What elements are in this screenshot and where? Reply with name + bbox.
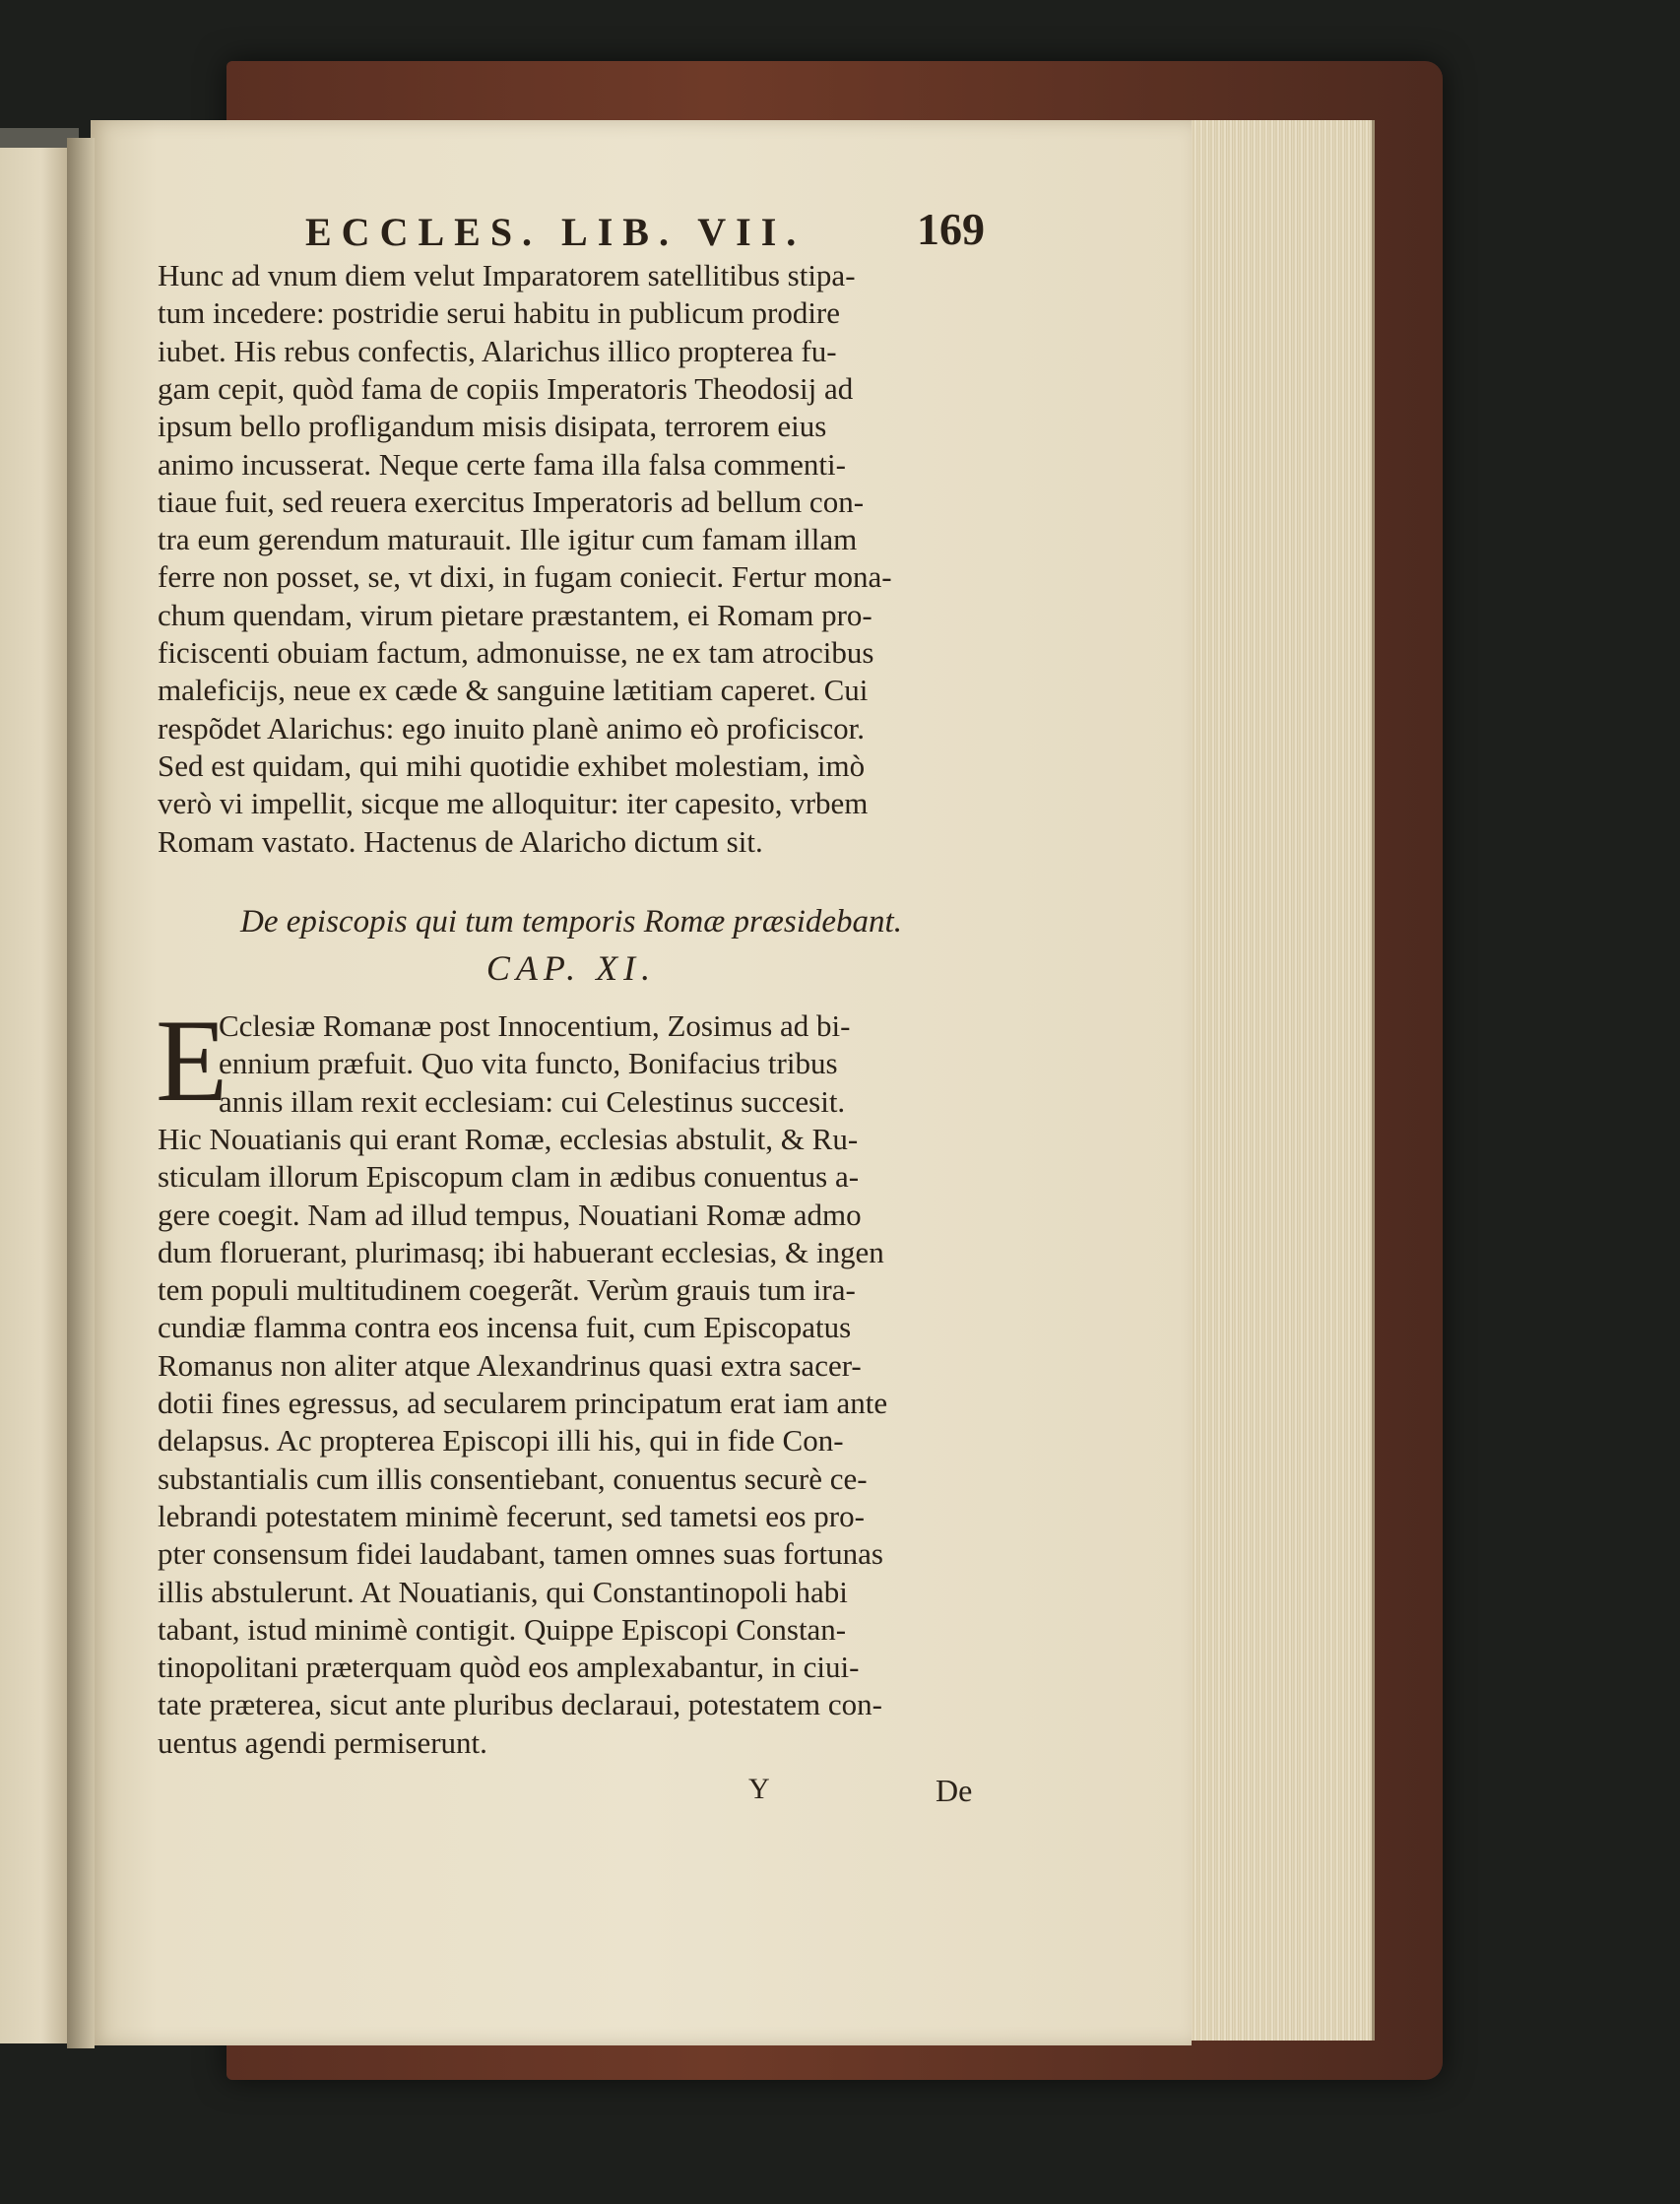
text-line: tiaue fuit, sed reuera exercitus Imperatoris ad bellum con- bbox=[158, 484, 865, 519]
text-line: cundiæ flamma contra eos incensa fuit, cum Episcopatus bbox=[158, 1310, 852, 1345]
catchword: De bbox=[936, 1773, 973, 1808]
left-page-edge bbox=[0, 148, 71, 2043]
chapter-number: CAP. XI. bbox=[485, 948, 657, 988]
text-line: Cclesiæ Romanæ post Innocentium, Zosimus ad bi- bbox=[219, 1008, 851, 1043]
drop-cap-initial: E bbox=[156, 995, 228, 1126]
text-line: Romanus non aliter atque Alexandrinus quasi extra sacer- bbox=[158, 1347, 862, 1383]
text-line: tem populi multitudinem coegerãt. Verùm grauis tum ira- bbox=[158, 1272, 856, 1308]
text-line: illis abstulerunt. At Nouatianis, qui Constantinopoli habi bbox=[158, 1574, 848, 1609]
signature-mark: Y bbox=[748, 1773, 770, 1805]
text-line: animo incusserat. Neque certe fama illa falsa commenti- bbox=[158, 446, 846, 482]
text-line: ennium præfuit. Quo vita functo, Bonifacius tribus bbox=[219, 1046, 838, 1081]
text-line: tum incedere: postridie serui habitu in publicum prodire bbox=[158, 295, 841, 331]
text-line: ipsum bello profligandum misis disipata, terrorem eius bbox=[158, 409, 827, 444]
text-line: chum quendam, virum pietare præstantem, ei Romam pro- bbox=[158, 597, 872, 632]
text-line: tra eum gerendum maturauit. Ille igitur cum famam illam bbox=[158, 522, 858, 557]
page-number: 169 bbox=[917, 204, 985, 254]
text-line: tinopolitani præterquam quòd eos amplexabantur, in ciui- bbox=[158, 1650, 860, 1685]
text-line: maleficijs, neue ex cæde & sanguine lætitiam caperet. Cui bbox=[158, 673, 869, 708]
text-line: sticulam illorum Episcopum clam in ædibus conuentus a- bbox=[158, 1159, 860, 1195]
page-header bbox=[305, 204, 985, 258]
book-gutter bbox=[67, 138, 95, 2048]
text-line: pter consensum fidei laudabant, tamen omnes suas fortunas bbox=[158, 1536, 883, 1572]
text-line: dum floruerant, plurimasq; ibi habuerant ecclesias, & ingen bbox=[158, 1234, 884, 1269]
text-line: tate præterea, sicut ante pluribus declaraui, potestatem con- bbox=[158, 1687, 882, 1722]
text-line: iubet. His rebus confectis, Alarichus illico propterea fu- bbox=[158, 333, 837, 368]
text-line: Hic Nouatianis qui erant Romæ, ecclesias abstulit, & Ru- bbox=[158, 1121, 859, 1156]
text-line: gam cepit, quòd fama de copiis Imperatoris Theodosij ad bbox=[158, 370, 854, 406]
text-line: verò vi impellit, sicque me alloquitur: iter capesito, vrbem bbox=[158, 786, 869, 821]
text-line: uentus agendi permiserunt. bbox=[158, 1724, 487, 1760]
text-line: tabant, istud minimè contigit. Quippe Episcopi Constan- bbox=[158, 1611, 847, 1647]
text-line: ficiscenti obuiam factum, admonuisse, ne ex tam atrocibus bbox=[158, 635, 874, 670]
text-line: Hunc ad vnum diem velut Imparatorem satellitibus stipa- bbox=[158, 258, 856, 292]
text-line: respõdet Alarichus: ego inuito planè animo eò proficiscor. bbox=[158, 710, 865, 745]
text-line: Romam vastato. Hactenus de Alaricho dictum sit. bbox=[158, 823, 763, 859]
page-edges bbox=[1180, 120, 1375, 2041]
text-line: dotii fines egressus, ad secularem principatum erat iam ante bbox=[158, 1386, 888, 1420]
text-line: substantialis cum illis consentiebant, conuentus securè ce- bbox=[158, 1460, 868, 1496]
text-line: annis illam rexit ecclesiam: cui Celestinus succesit. bbox=[219, 1083, 846, 1119]
chapter-title: De episcopis qui tum temporis Romæ præsidebant. bbox=[240, 904, 902, 940]
text-line: lebrandi potestatem minimè fecerunt, sed tametsi eos pro- bbox=[158, 1498, 865, 1533]
text-line: Sed est quidam, qui mihi quotidie exhibet molestiam, imò bbox=[158, 747, 866, 783]
text-line: delapsus. Ac propterea Episcopi illi his, qui in fide Con- bbox=[158, 1423, 844, 1459]
running-head: ECCLES. LIB. VII. bbox=[305, 210, 807, 254]
text-line: gere coegit. Nam ad illud tempus, Nouatiani Romæ admo bbox=[158, 1197, 862, 1232]
text-line: ferre non posset, se, vt dixi, in fugam coniecit. Fertur mona- bbox=[158, 559, 892, 595]
